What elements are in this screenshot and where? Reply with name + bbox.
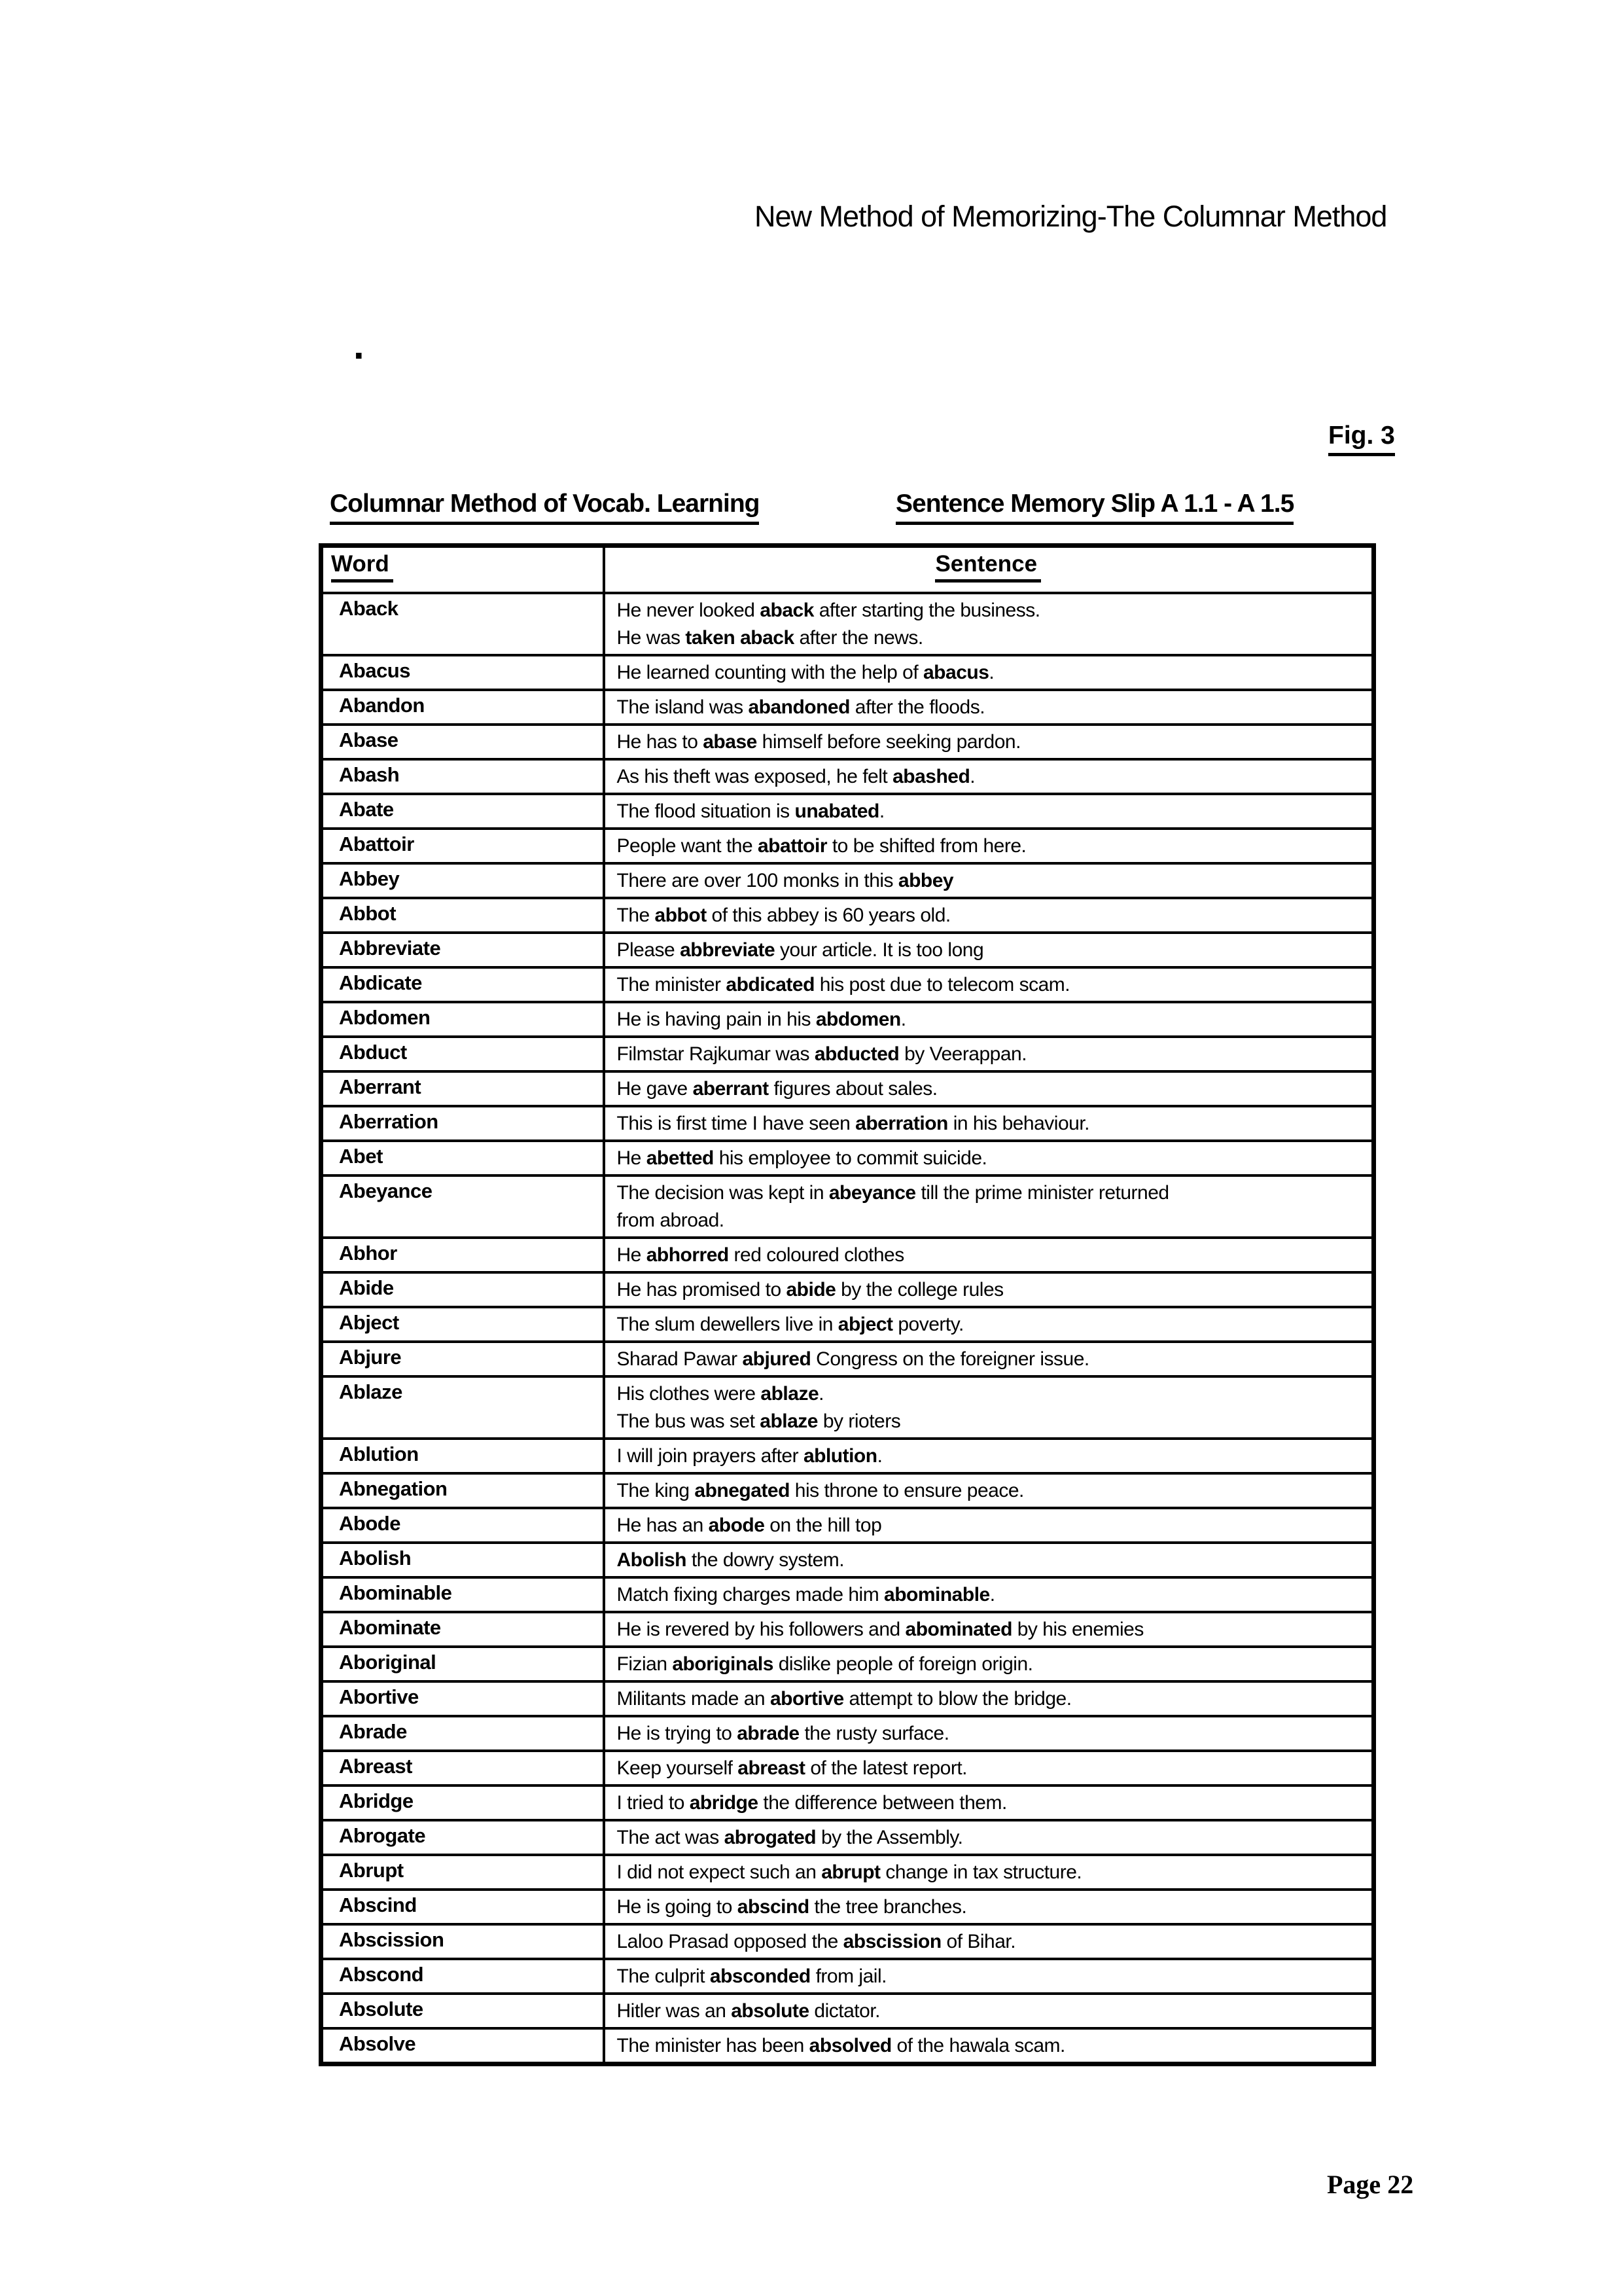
table-row	[321, 1376, 1374, 1439]
sentence-cell	[604, 1439, 1374, 1473]
sentence-cell	[604, 655, 1374, 690]
word-cell: Abash	[321, 759, 604, 794]
table-row	[321, 1924, 1374, 1959]
table-row	[321, 1647, 1374, 1681]
sentence-cell	[604, 863, 1374, 898]
table-row	[321, 1141, 1374, 1175]
table-row	[321, 933, 1374, 967]
sentence-cell	[604, 1577, 1374, 1612]
table-row	[321, 2028, 1374, 2064]
sentence-cell	[604, 690, 1374, 725]
sentence-line: Keep yourself abreast of the latest report.	[616, 1757, 967, 1779]
table-row	[321, 1002, 1374, 1037]
sentence-cell	[604, 1238, 1374, 1272]
word-cell: Abacus	[321, 655, 604, 690]
sentence-cell	[604, 1141, 1374, 1175]
word-cell: Abandon	[321, 690, 604, 725]
sentence-cell	[604, 1175, 1374, 1238]
sentence-line: Match fixing charges made him abominable.	[616, 1583, 995, 1605]
sentence-line: I tried to abridge the difference between them.	[616, 1791, 1007, 1814]
sentence-line: He never looked aback after starting the business.	[616, 599, 1040, 621]
word-cell: Abduct	[321, 1037, 604, 1071]
table-row	[321, 1681, 1374, 1716]
word-cell: Abortive	[321, 1681, 604, 1716]
word-cell: Abbey	[321, 863, 604, 898]
word-cell: Abrupt	[321, 1855, 604, 1890]
sentence-line: The minister abdicated his post due to telecom scam.	[616, 973, 1070, 996]
table-row	[321, 1071, 1374, 1106]
table-row	[321, 1037, 1374, 1071]
table-row	[321, 1543, 1374, 1577]
sentence-cell	[604, 967, 1374, 1002]
word-cell: Abdomen	[321, 1002, 604, 1037]
sentence-cell	[604, 1612, 1374, 1647]
table-row	[321, 863, 1374, 898]
sentence-line: The island was abandoned after the floods.	[616, 696, 985, 718]
word-cell: Abominable	[321, 1577, 604, 1612]
word-cell: Abscission	[321, 1924, 604, 1959]
table-row	[321, 1307, 1374, 1342]
word-cell: Aboriginal	[321, 1647, 604, 1681]
sentence-line: His clothes were ablaze.	[616, 1382, 824, 1405]
table-row	[321, 1612, 1374, 1647]
word-cell: Abate	[321, 794, 604, 829]
sentence-cell	[604, 725, 1374, 759]
table-row	[321, 967, 1374, 1002]
figure-label: Fig. 3	[1328, 422, 1395, 456]
table-header-row	[321, 546, 1374, 593]
sentence-cell	[604, 1307, 1374, 1342]
word-cell: Ablution	[321, 1439, 604, 1473]
word-cell: Ablaze	[321, 1376, 604, 1439]
sentence-line: The bus was set ablaze by rioters	[616, 1410, 901, 1432]
sentence-cell	[604, 1071, 1374, 1106]
sentence-line: He is having pain in his abdomen.	[616, 1008, 906, 1030]
sentence-cell	[604, 1959, 1374, 1994]
sentence-cell	[604, 1716, 1374, 1751]
sentence-cell	[604, 1376, 1374, 1439]
sentence-line: As his theft was exposed, he felt abashed.	[616, 765, 976, 787]
sentence-line: Militants made an abortive attempt to blow the bridge.	[616, 1687, 1072, 1710]
word-cell: Abrogate	[321, 1820, 604, 1855]
sentence-line: He is trying to abrade the rusty surface.	[616, 1722, 949, 1744]
sentence-line: People want the abattoir to be shifted from here.	[616, 834, 1027, 857]
word-cell: Abode	[321, 1508, 604, 1543]
sentence-line: Sharad Pawar abjured Congress on the foreigner issue.	[616, 1348, 1089, 1370]
word-cell: Abattoir	[321, 829, 604, 863]
word-cell: Abeyance	[321, 1175, 604, 1238]
word-cell: Absolute	[321, 1994, 604, 2028]
table-row	[321, 1272, 1374, 1307]
sentence-line: Abolish the dowry system.	[616, 1549, 845, 1571]
sentence-line: Hitler was an absolute dictator.	[616, 2000, 880, 2022]
sentence-cell	[604, 2028, 1374, 2064]
sentence-line: He gave aberrant figures about sales.	[616, 1077, 938, 1100]
word-cell: Abjure	[321, 1342, 604, 1376]
sentence-cell	[604, 1785, 1374, 1820]
sentence-line: The minister has been absolved of the hawala scam.	[616, 2034, 1065, 2056]
word-cell: Abreast	[321, 1751, 604, 1785]
sentence-cell	[604, 1342, 1374, 1376]
sentence-cell	[604, 794, 1374, 829]
sentence-line: He is going to abscind the tree branches.	[616, 1895, 967, 1918]
sentence-cell	[604, 1272, 1374, 1307]
word-cell: Abrade	[321, 1716, 604, 1751]
word-cell: Abscond	[321, 1959, 604, 1994]
table-row	[321, 1473, 1374, 1508]
sentence-line: This is first time I have seen aberration in his behaviour.	[616, 1112, 1090, 1134]
sentence-cell	[604, 759, 1374, 794]
word-cell: Aberrant	[321, 1071, 604, 1106]
sentence-line: Filmstar Rajkumar was abducted by Veerappan.	[616, 1043, 1027, 1065]
table-row	[321, 1716, 1374, 1751]
table-row	[321, 593, 1374, 655]
table-row	[321, 1439, 1374, 1473]
sentence-line: He has promised to abide by the college rules	[616, 1278, 1004, 1300]
vocab-table	[319, 543, 1376, 2066]
table-row	[321, 1855, 1374, 1890]
word-cell: Abbot	[321, 898, 604, 933]
table-row	[321, 1890, 1374, 1924]
table-row	[321, 1994, 1374, 2028]
table-row	[321, 725, 1374, 759]
sentence-cell	[604, 1647, 1374, 1681]
word-column-header: Word	[331, 551, 393, 583]
table-row	[321, 690, 1374, 725]
word-cell: Abide	[321, 1272, 604, 1307]
sentence-line: The culprit absconded from jail.	[616, 1965, 887, 1987]
stray-period-mark: .	[353, 323, 364, 367]
table-row	[321, 759, 1374, 794]
sentence-line: Fizian aboriginals dislike people of foreign origin.	[616, 1653, 1033, 1675]
sentence-line: He is revered by his followers and abominated by his enemies	[616, 1618, 1144, 1640]
sentence-column-header: Sentence	[935, 551, 1041, 583]
sentence-line: Laloo Prasad opposed the abscission of Bihar.	[616, 1930, 1016, 1952]
sentence-line: He learned counting with the help of abacus.	[616, 661, 995, 683]
sentence-cell	[604, 1543, 1374, 1577]
sentence-line: I will join prayers after ablution.	[616, 1444, 883, 1467]
sentence-cell	[604, 1855, 1374, 1890]
sentence-cell	[604, 1924, 1374, 1959]
word-cell: Abbreviate	[321, 933, 604, 967]
word-cell: Abhor	[321, 1238, 604, 1272]
sentence-cell	[604, 1473, 1374, 1508]
table-row	[321, 1785, 1374, 1820]
word-cell: Aberration	[321, 1106, 604, 1141]
sentence-cell	[604, 1751, 1374, 1785]
table-row	[321, 1342, 1374, 1376]
table-row	[321, 1106, 1374, 1141]
sentence-line: He abhorred red coloured clothes	[616, 1244, 904, 1266]
sentence-line: He has an abode on the hill top	[616, 1514, 882, 1536]
table-row	[321, 1508, 1374, 1543]
word-cell: Abase	[321, 725, 604, 759]
sentence-cell	[604, 1106, 1374, 1141]
sentence-line: The abbot of this abbey is 60 years old.	[616, 904, 951, 926]
sentence-cell	[604, 1820, 1374, 1855]
table-row	[321, 1820, 1374, 1855]
sentence-cell	[604, 1037, 1374, 1071]
sentence-cell	[604, 1681, 1374, 1716]
sentence-line: He has to abase himself before seeking pardon.	[616, 730, 1021, 753]
table-row	[321, 655, 1374, 690]
sentence-cell	[604, 933, 1374, 967]
table-row	[321, 898, 1374, 933]
table-row	[321, 1751, 1374, 1785]
sentence-cell	[604, 829, 1374, 863]
sentence-cell	[604, 1890, 1374, 1924]
table-title-left: Columnar Method of Vocab. Learning	[330, 490, 759, 525]
sentence-line: There are over 100 monks in this abbey	[616, 869, 954, 891]
sentence-cell	[604, 593, 1374, 655]
table-row	[321, 829, 1374, 863]
word-cell: Absolve	[321, 2028, 604, 2064]
page-number: Page 22	[1327, 2170, 1414, 2199]
table-row	[321, 1238, 1374, 1272]
sentence-line: The flood situation is unabated.	[616, 800, 885, 822]
sentence-line: I did not expect such an abrupt change in tax structure.	[616, 1861, 1082, 1883]
table-row	[321, 794, 1374, 829]
sentence-line: Please abbreviate your article. It is too long	[616, 939, 984, 961]
word-cell: Abolish	[321, 1543, 604, 1577]
table-row	[321, 1175, 1374, 1238]
sentence-line: He abetted his employee to commit suicide.	[616, 1147, 987, 1169]
word-cell: Abet	[321, 1141, 604, 1175]
sentence-line: He was taken aback after the news.	[616, 626, 923, 649]
sentence-line: The king abnegated his throne to ensure peace.	[616, 1479, 1024, 1501]
sentence-cell	[604, 1508, 1374, 1543]
table-row	[321, 1577, 1374, 1612]
word-cell: Abject	[321, 1307, 604, 1342]
word-cell: Abdicate	[321, 967, 604, 1002]
word-cell: Abominate	[321, 1612, 604, 1647]
word-cell: Aback	[321, 593, 604, 655]
sentence-column-header-cell	[604, 546, 1374, 593]
word-cell: Abridge	[321, 1785, 604, 1820]
sentence-line: The act was abrogated by the Assembly.	[616, 1826, 963, 1848]
word-cell: Abnegation	[321, 1473, 604, 1508]
sentence-line: from abroad.	[616, 1209, 724, 1231]
sentence-line: The slum dewellers live in abject poverty.	[616, 1313, 964, 1335]
table-title-right: Sentence Memory Slip A 1.1 - A 1.5	[896, 490, 1294, 525]
table-row	[321, 1959, 1374, 1994]
sentence-cell	[604, 898, 1374, 933]
sentence-cell	[604, 1002, 1374, 1037]
word-column-header-cell	[321, 546, 604, 593]
document-header-title: New Method of Memorizing-The Columnar Method	[754, 200, 1387, 233]
sentence-cell	[604, 1994, 1374, 2028]
sentence-line: The decision was kept in abeyance till the prime minister returned	[616, 1181, 1169, 1204]
word-cell: Abscind	[321, 1890, 604, 1924]
